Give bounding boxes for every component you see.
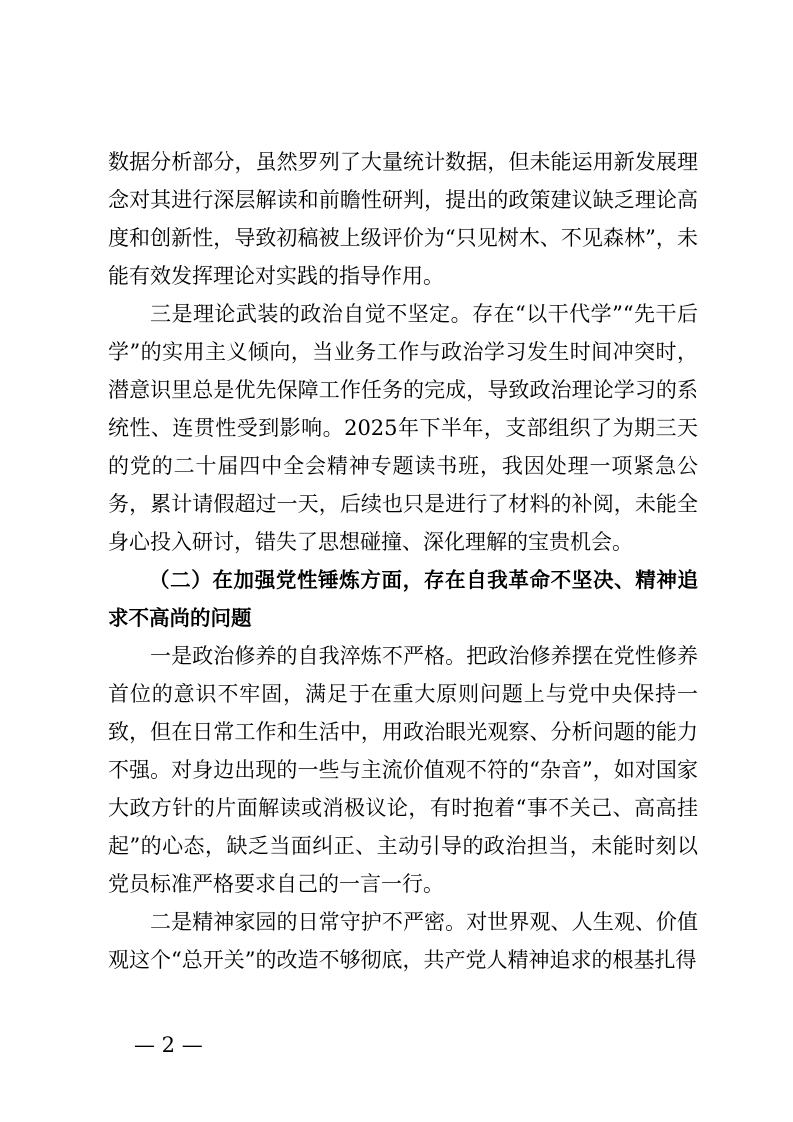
paragraph-lead: 二是	[150, 910, 193, 934]
page-number: — 2 —	[134, 1033, 203, 1057]
paragraph-text: 精神家园的日常守护不严密。对世界观、人生观、价值观这个“总开关”的改造不够彻底，共产党人精神追求的根基扎得	[108, 910, 699, 972]
paragraph-text: 理论武装的政治自觉不坚定。存在“以干代学”“先干后学”的实用主义倾向，当业务工作与政治学习发生时间冲突时，潜意识里总是优先保障工作任务的完成，导致政治理论学习的系统性、连贯性受到影响。2025年下半年，支部组织了为期三天的党的二十届四中全会精神专题读书班，我因处理一项紧急公务，累计请假超过一天，后续也只是进行了材料的补阅，未能全身心投入研讨，错失了思想碰撞、深化理解的宝贵机会。	[108, 302, 698, 554]
paragraph-continuation	[108, 143, 698, 295]
section-heading: （二）在加强党性锤炼方面，存在自我革命不坚决、精神追求不高尚的问题	[108, 568, 698, 630]
paragraph-point-three	[108, 295, 698, 561]
paragraph-text: 数据分析部分，虽然罗列了大量统计数据，但未能运用新发展理念对其进行深层解读和前瞻性研判，提出的政策建议缺乏理论高度和创新性，导致初稿被上级评价为“只见树木、不见森林”，未能有效发挥理论对实践的指导作用。	[108, 150, 698, 288]
document-body	[108, 143, 698, 979]
paragraph-lead: 一是	[150, 644, 193, 668]
paragraph-point-one	[108, 637, 698, 903]
paragraph-lead: 三是	[150, 302, 193, 326]
paragraph-text: 政治修养的自我淬炼不严格。把政治修养摆在党性修养首位的意识不牢固，满足于在重大原则问题上与党中央保持一致，但在日常工作和生活中，用政治眼光观察、分析问题的能力不强。对身边出现的一些与主流价值观不符的“杂音”，如对国家大政方针的片面解读或消极议论，有时抱着“事不关己、高高挂起”的心态，缺乏当面纠正、主动引导的政治担当，未能时刻以党员标准严格要求自己的一言一行。	[108, 644, 699, 896]
paragraph-point-two	[108, 903, 698, 979]
